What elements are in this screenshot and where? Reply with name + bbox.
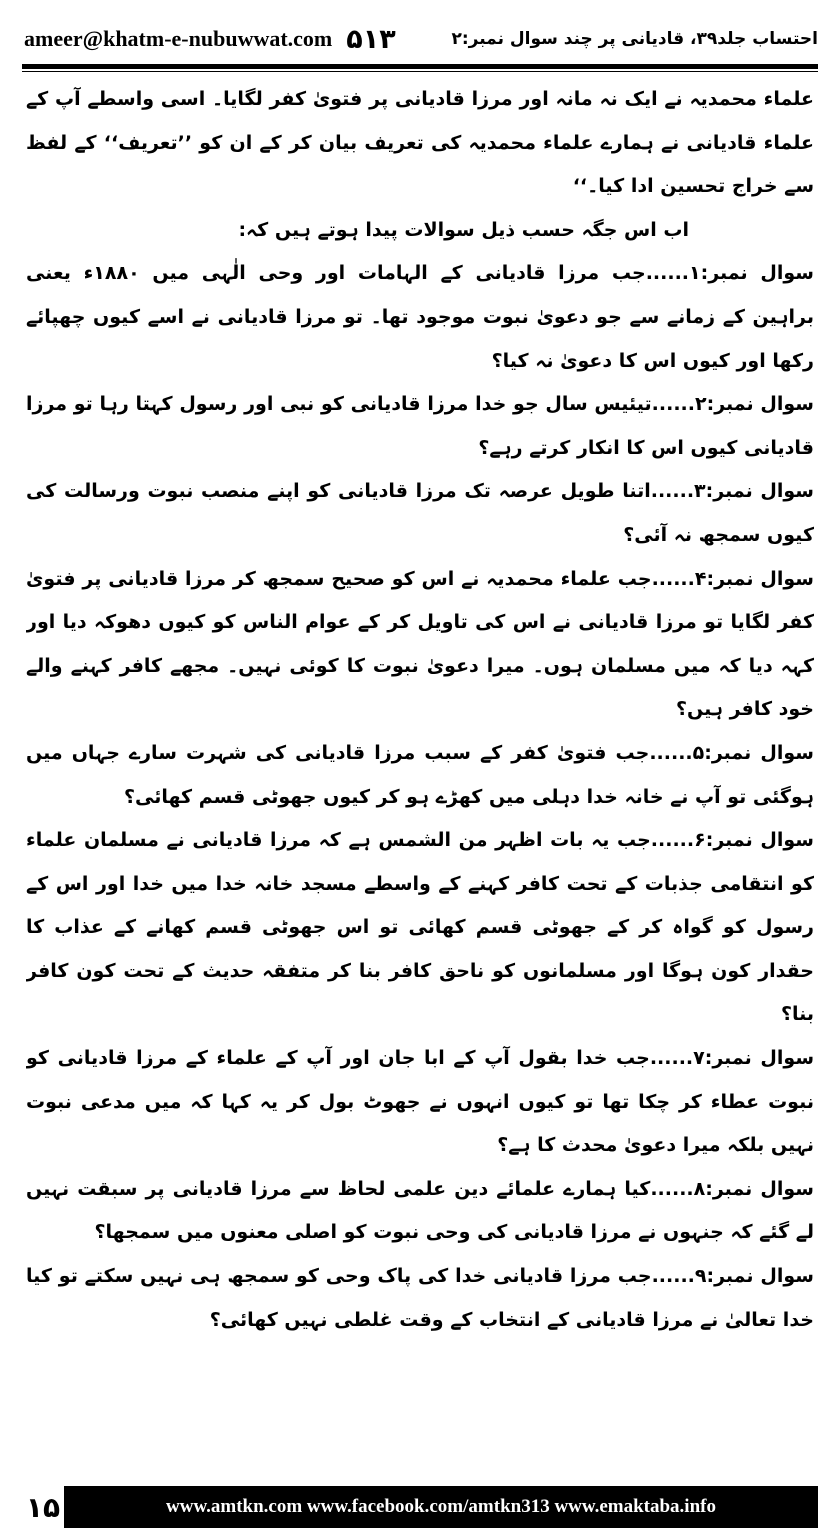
- question-label: سوال نمبر:۳: [694, 480, 814, 503]
- question-label: سوال نمبر:۷: [693, 1047, 814, 1070]
- question-label: سوال نمبر:۸: [693, 1177, 814, 1200]
- question-label: سوال نمبر:۹: [694, 1265, 814, 1288]
- question-text: ......جب علماء محمدیہ نے اس کو صحیح سمجھ کر مرزا قادیانی پر فتویٰ کفر لگایا تو مرزا قادیانی نے اس کی تاویل کر کے عوام الناس کو کیوں دھوکہ دیا اور کہہ دیا کہ میں مسلمان ہوں۔ میرا دعویٰ نبوت کا کوئی نہیں۔ مجھے کافر کہنے والے خود کافر ہیں؟: [26, 567, 814, 721]
- header-rule-thick: [22, 64, 818, 69]
- header-left: [24, 24, 396, 55]
- question-label: سوال نمبر:۵: [692, 741, 814, 764]
- footer-links[interactable]: www.amtkn.com www.facebook.com/amtkn313 www.emaktaba.info: [166, 1496, 716, 1517]
- header-page-number: ۵۱۳: [346, 23, 396, 55]
- paragraph-questions-intro: [26, 209, 814, 253]
- paragraph-intro: [26, 78, 814, 209]
- question-7: [26, 1037, 814, 1168]
- paragraph-text: اب اس جگہ حسب ذیل سوالات پیدا ہوتے ہیں کہ:: [238, 218, 689, 241]
- question-text: ......جب مرزا قادیانی خدا کی پاک وحی کو سمجھ ہی نہیں سکتے تو کیا خدا تعالیٰ نے مرزا قادیانی کے انتخاب کے وقت غلطی نہیں کھائی؟: [26, 1265, 814, 1331]
- header-title: احتساب جلد۳۹، قادیانی پر چند سوال نمبر:۲: [451, 29, 818, 49]
- header-email: ameer@khatm-e-nubuwwat.com: [24, 26, 333, 51]
- question-4: [26, 558, 814, 732]
- question-text: ......جب مرزا قادیانی کے الہامات اور وحی الٰہی میں ۱۸۸۰ء یعنی براہین کے زمانے سے جو دعویٰ نبوت موجود تھا۔ تو مرزا قادیانی نے اسے کیوں چھپائے رکھا اور کیوں اس کا دعویٰ نہ کیا؟: [26, 262, 814, 372]
- question-label: سوال نمبر:۱: [689, 262, 814, 285]
- page-footer: [22, 1486, 818, 1528]
- footer-page-number: ۱۵: [25, 1490, 61, 1524]
- question-6: [26, 819, 814, 1037]
- question-text: ......تیئیس سال جو خدا مرزا قادیانی کو نبی اور رسول کہتا رہا تو مرزا قادیانی کیوں اس کا انکار کرتے رہے؟: [26, 393, 814, 459]
- paragraph-text: علماء محمدیہ نے ایک نہ مانہ اور مرزا قادیانی پر فتویٰ کفر لگایا۔ اسی واسطے آپ کے علماء قادیانی نے ہمارے علماء محمدیہ کی تعریف بیان کر کے ان کو ’’تعریف‘‘ کے لفظ سے خراج تحسین ادا کیا۔‘‘: [26, 88, 814, 198]
- question-3: [26, 470, 814, 557]
- question-label: سوال نمبر:۶: [694, 829, 814, 852]
- question-5: [26, 732, 814, 819]
- question-text: ......کیا ہمارے علمائے دین علمی لحاظ سے مرزا قادیانی پر سبقت نہیں لے گئے کہ جنہوں نے مرزا قادیانی کی وحی نبوت کو اصلی معنوں میں سمجھا؟: [26, 1177, 814, 1244]
- question-8: [26, 1168, 814, 1255]
- body-text: [26, 78, 814, 1438]
- question-9: [26, 1255, 814, 1342]
- question-text: ......اتنا طویل عرصہ تک مرزا قادیانی کو اپنے منصب نبوت ورسالت کی کیوں سمجھ نہ آئی؟: [26, 480, 814, 546]
- question-1: [26, 252, 814, 383]
- question-text: ......جب خدا بقول آپ کے ابا جان اور آپ کے علماء کے مرزا قادیانی کو نبوت عطاء کر چکا تھا تو کیوں انہوں نے جھوٹ بول کر یہ کہا کہ میں مدعی نبوت نہیں بلکہ میرا دعویٰ محدث کا ہے؟: [26, 1047, 814, 1157]
- page-header: [24, 18, 818, 60]
- header-rule-thin: [22, 71, 818, 72]
- question-2: [26, 383, 814, 470]
- question-label: سوال نمبر:۴: [694, 567, 814, 590]
- question-label: سوال نمبر:۲: [695, 393, 814, 416]
- footer-bar: [64, 1486, 818, 1528]
- question-text: ......جب فتویٰ کفر کے سبب مرزا قادیانی کی شہرت سارے جہاں میں ہوگئی تو آپ نے خانہ خدا دہلی میں کھڑے ہو کر کیوں جھوٹی قسم کھائی؟: [26, 741, 814, 808]
- question-text: ......جب یہ بات اظہر من الشمس ہے کہ مرزا قادیانی نے مسلمان علماء کو انتقامی جذبات کے تحت کافر کہنے کے واسطے مسجد خانہ خدا میں خدا اور اس کے رسول کو گواہ کر کے جھوٹی قسم کھائی تو اس جھوٹی قسم کھانے کے عذاب کا حقدار کون ہوگا اور مسلمانوں کو ناحق کافر بنا کر متفقہ حدیث کے تحت کون کافر بنا؟: [26, 829, 814, 1026]
